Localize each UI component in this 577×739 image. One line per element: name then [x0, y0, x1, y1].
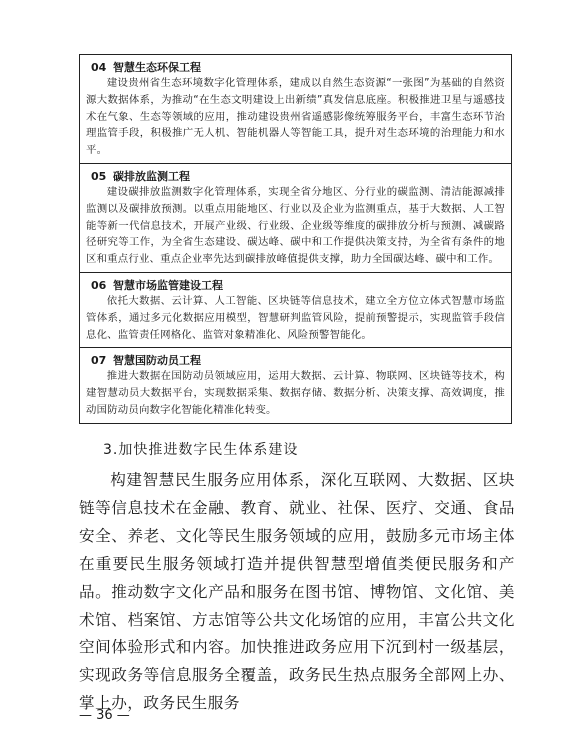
project-title: 碳排放监测工程 — [113, 169, 190, 183]
section-heading: 3.加快推进数字民生体系建设 — [103, 442, 299, 458]
project-item-04 — [80, 55, 511, 164]
project-number: 06 — [91, 278, 107, 292]
page-number: — 36 — — [79, 708, 130, 723]
project-heading — [91, 60, 505, 75]
project-description: 依托大数据、云计算、人工智能、区块链等信息技术，建立全方位立体式智慧市场监管体系，通过多元化数据应用模型，智慧研判监管风险，提前预警提示，实现监管手段信息化、监管责任网格化、监管对象精准化、风险预警智能化。 — [86, 294, 505, 341]
project-title: 智慧生态环保工程 — [113, 61, 201, 74]
project-number: 07 — [91, 354, 107, 368]
project-box — [79, 54, 512, 424]
project-item-05 — [80, 164, 511, 273]
project-title: 智慧市场监管建设工程 — [113, 278, 223, 292]
project-number: 04 — [91, 61, 107, 74]
project-heading — [91, 278, 505, 293]
project-title: 智慧国防动员工程 — [113, 354, 201, 368]
project-heading — [91, 169, 505, 184]
project-item-06 — [80, 273, 511, 348]
body-paragraph: 构建智慧民生服务应用体系，深化互联网、大数据、区块链等信息技术在金融、教育、就业、社保、医疗、交通、食品安全、养老、文化等民生服务领域的应用，鼓励多元市场主体在重要民生服务领域打造并提供智慧型增值类便民服务和产品。推动数字文化产品和服务在图书馆、博物馆、文化馆、美术馆、档案馆、方志馆等公共文化场馆的应用，丰富公共文化空间体验形式和内容。加快推进政务应用下沉到村一级基层，实现政务等信息服务全覆盖，政务民生热点服务全部网上办、掌上办，政务民生服务 — [79, 471, 515, 713]
project-item-07 — [80, 348, 511, 422]
project-heading — [91, 353, 505, 368]
project-description: 推进大数据在国防动员领域应用，运用大数据、云计算、物联网、区块链等技术，构建智慧动员大数据平台，实现数据采集、数据存储、数据分析、决策支撑、高效调度，推动国防动员向数字化智能化精准化转变。 — [86, 370, 505, 416]
project-description: 建设碳排放监测数字化管理体系，实现全省分地区、分行业的碳监测、清洁能源减排监测以及碳排放预测。以重点用能地区、行业以及企业为监测重点，基于大数据、人工智能等新一代信息技术，开展产业级、行业级、企业级等维度的碳排放分析与预测、减碳路径研究等工作，为全省生态建设、碳达峰、碳中和工作提供决策支持，为全省有条件的地区和重点行业、重点企业率先达到碳排放峰值提供支撑，助力全国碳达峰、碳中和工作。 — [86, 185, 505, 266]
project-description: 建设贵州省生态环境数字化管理体系，建成以自然生态资源“一张图”为基础的自然资源大数据体系，为推动“在生态文明建设上出新绩”真发信息底座。积极推进卫星与遥感技术在气象、生态等领域的应用，推动建设贵州省遥感影像统筹服务平台，丰富生态环节治理监管手段，积极推广无人机、智能机器人等智能工具，提升对生态环境的治理能力和水平。 — [86, 77, 505, 157]
project-number: 05 — [91, 169, 107, 183]
